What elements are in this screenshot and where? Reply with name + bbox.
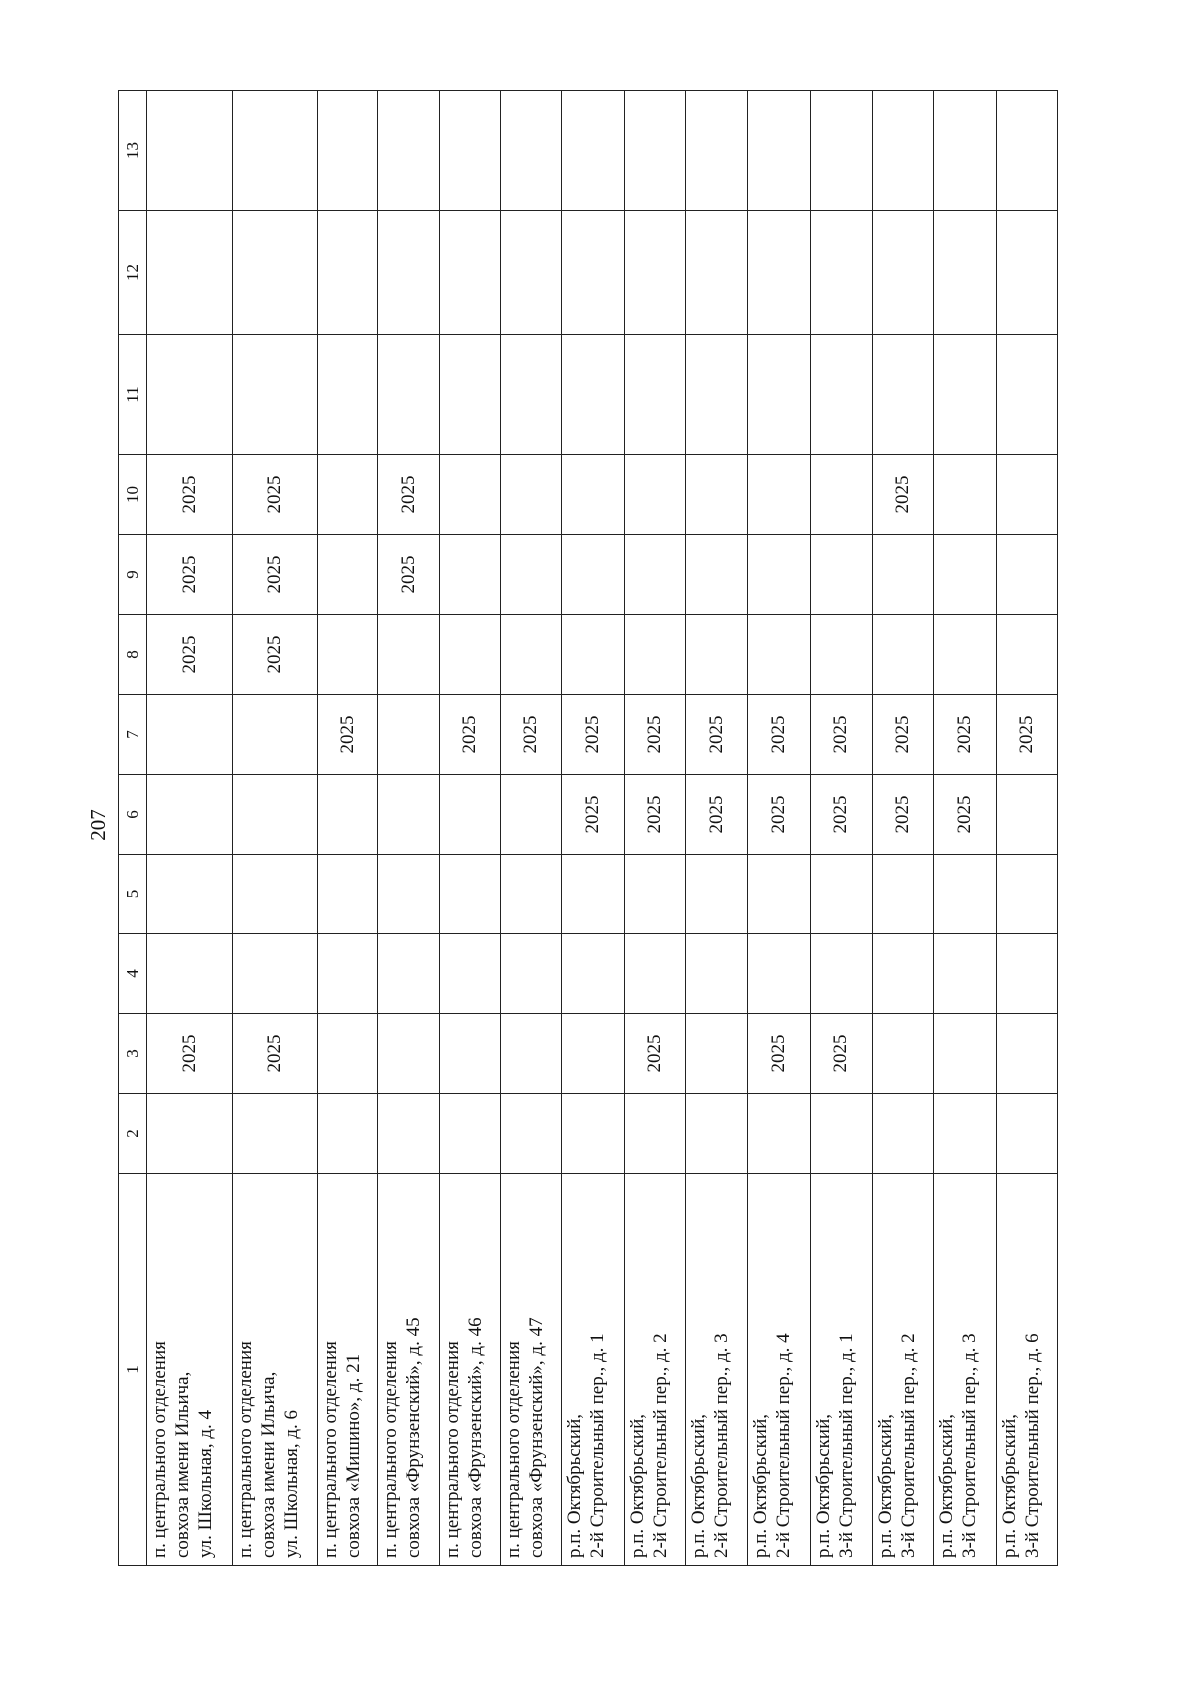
year-cell-col-7: 2025 [748, 695, 810, 775]
column-header-5: 5 [119, 855, 147, 934]
table-row [318, 91, 378, 1566]
year-cell-col-4 [377, 934, 439, 1014]
year-cell-col-2 [686, 1094, 748, 1174]
year-cell-col-6 [318, 775, 378, 855]
year-cell-col-7: 2025 [318, 695, 378, 775]
year-cell-col-4 [810, 934, 872, 1014]
table-row [147, 91, 233, 1566]
year-cell-col-4 [440, 934, 501, 1014]
address-cell [233, 1174, 318, 1566]
address-line: 3-й Строительный пер., д. 6 [1021, 1333, 1043, 1558]
year-cell-col-10 [810, 455, 872, 535]
year-cell-col-9 [686, 535, 748, 615]
year-cell-col-2 [996, 1094, 1057, 1174]
year-cell-col-8 [810, 615, 872, 695]
year-cell-col-12 [933, 211, 996, 335]
year-cell-col-3 [872, 1014, 933, 1094]
address-line: совхоза имени Ильича, [258, 1371, 280, 1558]
address-line: совхоза «Фрунзенский», д. 46 [465, 1317, 487, 1558]
year-cell-col-13 [625, 91, 686, 211]
year-cell-col-10 [440, 455, 501, 535]
year-cell-col-8: 2025 [147, 615, 233, 695]
table-row [625, 91, 686, 1566]
year-cell-col-7: 2025 [501, 695, 562, 775]
address-line: п. центрального отделения [320, 1341, 342, 1558]
address-line: р.п. Октябрьский, [935, 1414, 957, 1558]
address-cell [440, 1174, 501, 1566]
address-line: п. центрального отделения [149, 1341, 170, 1558]
year-cell-col-6 [233, 775, 318, 855]
year-cell-col-2 [748, 1094, 810, 1174]
address-cell [748, 1174, 810, 1566]
year-cell-col-11 [996, 335, 1057, 455]
year-cell-col-6: 2025 [748, 775, 810, 855]
year-cell-col-9 [748, 535, 810, 615]
year-cell-col-11 [233, 335, 318, 455]
year-cell-col-4 [147, 934, 233, 1014]
table-row [933, 91, 996, 1566]
address-line: 3-й Строительный пер., д. 2 [897, 1333, 919, 1558]
year-cell-col-6: 2025 [810, 775, 872, 855]
year-cell-col-4 [318, 934, 378, 1014]
year-cell-col-9 [562, 535, 625, 615]
year-cell-col-11 [686, 335, 748, 455]
year-cell-col-3 [933, 1014, 996, 1094]
year-cell-col-7 [377, 695, 439, 775]
year-cell-col-12 [686, 211, 748, 335]
column-header-8: 8 [119, 615, 147, 695]
year-cell-col-7: 2025 [872, 695, 933, 775]
year-cell-col-3 [377, 1014, 439, 1094]
year-cell-col-6: 2025 [625, 775, 686, 855]
year-cell-col-3 [562, 1014, 625, 1094]
year-cell-col-7: 2025 [933, 695, 996, 775]
year-cell-col-9: 2025 [233, 535, 318, 615]
address-cell [501, 1174, 562, 1566]
address-cell [377, 1174, 439, 1566]
address-cell [872, 1174, 933, 1566]
table-row [377, 91, 439, 1566]
year-cell-col-5 [748, 855, 810, 934]
year-cell-col-7 [233, 695, 318, 775]
year-cell-col-8 [686, 615, 748, 695]
year-cell-col-6: 2025 [686, 775, 748, 855]
year-cell-col-2 [233, 1094, 318, 1174]
column-header-11: 11 [119, 335, 147, 455]
year-cell-col-7: 2025 [562, 695, 625, 775]
year-cell-col-4 [625, 934, 686, 1014]
address-line: 2-й Строительный пер., д. 2 [650, 1333, 672, 1558]
address-line: р.п. Октябрьский, [998, 1414, 1020, 1558]
year-cell-col-11 [318, 335, 378, 455]
year-cell-col-10 [318, 455, 378, 535]
address-cell [933, 1174, 996, 1566]
year-cell-col-6: 2025 [933, 775, 996, 855]
year-cell-col-2 [147, 1094, 233, 1174]
table-row [996, 91, 1057, 1566]
year-cell-col-4 [686, 934, 748, 1014]
year-cell-col-13 [440, 91, 501, 211]
year-cell-col-13 [318, 91, 378, 211]
year-cell-col-11 [748, 335, 810, 455]
year-cell-col-6 [440, 775, 501, 855]
year-cell-col-9 [625, 535, 686, 615]
column-header-13: 13 [119, 91, 147, 211]
year-cell-col-13 [501, 91, 562, 211]
year-cell-col-5 [933, 855, 996, 934]
year-cell-col-8 [996, 615, 1057, 695]
column-header-12: 12 [119, 211, 147, 335]
address-line: р.п. Октябрьский, [688, 1414, 710, 1558]
year-cell-col-2 [377, 1094, 439, 1174]
year-cell-col-5 [996, 855, 1057, 934]
column-header-9: 9 [119, 535, 147, 615]
address-line: п. центрального отделения [503, 1341, 525, 1558]
year-cell-col-7: 2025 [996, 695, 1057, 775]
year-cell-col-9 [318, 535, 378, 615]
year-cell-col-4 [501, 934, 562, 1014]
year-cell-col-5 [147, 855, 233, 934]
year-cell-col-10 [686, 455, 748, 535]
year-cell-col-13 [748, 91, 810, 211]
year-cell-col-11 [933, 335, 996, 455]
year-cell-col-9 [810, 535, 872, 615]
table-row [872, 91, 933, 1566]
year-cell-col-3: 2025 [625, 1014, 686, 1094]
year-cell-col-5 [872, 855, 933, 934]
year-cell-col-9 [872, 535, 933, 615]
header-row [119, 91, 147, 1566]
year-cell-col-3 [501, 1014, 562, 1094]
year-cell-col-2 [872, 1094, 933, 1174]
year-cell-col-10: 2025 [233, 455, 318, 535]
address-line: совхоза имени Ильича, [172, 1371, 193, 1558]
year-cell-col-8 [377, 615, 439, 695]
address-line: 2-й Строительный пер., д. 1 [587, 1333, 609, 1558]
year-cell-col-12 [440, 211, 501, 335]
year-cell-col-10 [625, 455, 686, 535]
column-header-6: 6 [119, 775, 147, 855]
year-cell-col-8 [872, 615, 933, 695]
address-cell [996, 1174, 1057, 1566]
address-line: 2-й Строительный пер., д. 4 [773, 1333, 795, 1558]
year-cell-col-10 [562, 455, 625, 535]
year-cell-col-4 [933, 934, 996, 1014]
year-cell-col-7: 2025 [810, 695, 872, 775]
table-row [810, 91, 872, 1566]
year-cell-col-8: 2025 [233, 615, 318, 695]
year-cell-col-12 [810, 211, 872, 335]
address-line: совхоза «Мишино», д. 21 [343, 1353, 365, 1558]
address-line: п. центрального отделения [442, 1341, 464, 1558]
year-cell-col-8 [501, 615, 562, 695]
address-line: р.п. Октябрьский, [750, 1414, 772, 1558]
year-cell-col-2 [562, 1094, 625, 1174]
year-cell-col-7: 2025 [686, 695, 748, 775]
column-header-3: 3 [119, 1014, 147, 1094]
year-cell-col-8 [440, 615, 501, 695]
year-cell-col-8 [748, 615, 810, 695]
year-cell-col-6: 2025 [562, 775, 625, 855]
year-cell-col-3 [686, 1014, 748, 1094]
year-cell-col-10: 2025 [872, 455, 933, 535]
year-cell-col-12 [147, 211, 233, 335]
year-cell-col-8 [562, 615, 625, 695]
year-cell-col-12 [748, 211, 810, 335]
column-header-1: 1 [119, 1174, 147, 1566]
year-cell-col-11 [377, 335, 439, 455]
year-cell-col-11 [872, 335, 933, 455]
table-row [501, 91, 562, 1566]
year-cell-col-12 [233, 211, 318, 335]
year-cell-col-4 [996, 934, 1057, 1014]
year-cell-col-9 [933, 535, 996, 615]
year-cell-col-6 [377, 775, 439, 855]
address-cell [318, 1174, 378, 1566]
year-cell-col-5 [562, 855, 625, 934]
year-cell-col-10 [933, 455, 996, 535]
year-cell-col-10: 2025 [147, 455, 233, 535]
year-cell-col-6: 2025 [872, 775, 933, 855]
year-cell-col-9 [996, 535, 1057, 615]
year-cell-col-6 [996, 775, 1057, 855]
year-cell-col-11 [810, 335, 872, 455]
address-line: 2-й Строительный пер., д. 3 [711, 1333, 733, 1558]
table-row [562, 91, 625, 1566]
year-cell-col-9: 2025 [377, 535, 439, 615]
year-cell-col-5 [377, 855, 439, 934]
year-cell-col-6 [147, 775, 233, 855]
address-line: 3-й Строительный пер., д. 3 [958, 1333, 980, 1558]
year-cell-col-7: 2025 [625, 695, 686, 775]
year-cell-col-8 [933, 615, 996, 695]
year-cell-col-4 [562, 934, 625, 1014]
year-cell-col-3 [996, 1014, 1057, 1094]
column-header-2: 2 [119, 1094, 147, 1174]
year-cell-col-5 [233, 855, 318, 934]
year-cell-col-11 [562, 335, 625, 455]
year-cell-col-12 [501, 211, 562, 335]
year-cell-col-9: 2025 [147, 535, 233, 615]
address-line: р.п. Октябрьский, [564, 1414, 586, 1558]
address-line: п. центрального отделения [379, 1341, 401, 1558]
column-header-10: 10 [119, 455, 147, 535]
year-cell-col-3 [440, 1014, 501, 1094]
year-cell-col-2 [933, 1094, 996, 1174]
year-cell-col-11 [501, 335, 562, 455]
year-cell-col-10 [501, 455, 562, 535]
year-cell-col-5 [440, 855, 501, 934]
year-cell-col-3: 2025 [233, 1014, 318, 1094]
year-cell-col-2 [625, 1094, 686, 1174]
year-cell-col-8 [318, 615, 378, 695]
address-line: р.п. Октябрьский, [812, 1414, 834, 1558]
year-cell-col-11 [440, 335, 501, 455]
year-cell-col-4 [233, 934, 318, 1014]
year-cell-col-12 [625, 211, 686, 335]
year-cell-col-5 [625, 855, 686, 934]
page-number: 207 [85, 809, 110, 841]
year-cell-col-13 [872, 91, 933, 211]
year-cell-col-5 [810, 855, 872, 934]
year-cell-col-13 [996, 91, 1057, 211]
address-line: ул. Школьная, д. 4 [195, 1410, 216, 1558]
year-cell-col-12 [562, 211, 625, 335]
address-cell [810, 1174, 872, 1566]
year-cell-col-9 [440, 535, 501, 615]
year-cell-col-5 [686, 855, 748, 934]
year-cell-col-13 [377, 91, 439, 211]
address-cell [562, 1174, 625, 1566]
year-cell-col-13 [562, 91, 625, 211]
year-cell-col-13 [810, 91, 872, 211]
table-row [686, 91, 748, 1566]
address-line: совхоза «Фрунзенский», д. 45 [402, 1317, 424, 1558]
address-cell [147, 1174, 233, 1566]
year-cell-col-3: 2025 [748, 1014, 810, 1094]
address-cell [686, 1174, 748, 1566]
schedule-table [118, 90, 1058, 1566]
year-cell-col-9 [501, 535, 562, 615]
year-cell-col-10 [748, 455, 810, 535]
year-cell-col-2 [810, 1094, 872, 1174]
year-cell-col-12 [318, 211, 378, 335]
table-row [748, 91, 810, 1566]
address-line: ул. Школьная, д. 6 [281, 1410, 303, 1558]
year-cell-col-4 [748, 934, 810, 1014]
address-line: п. центрального отделения [235, 1341, 257, 1558]
rotated-table-container [118, 91, 1058, 1566]
year-cell-col-11 [147, 335, 233, 455]
year-cell-col-7: 2025 [440, 695, 501, 775]
year-cell-col-5 [501, 855, 562, 934]
year-cell-col-13 [147, 91, 233, 211]
year-cell-col-4 [872, 934, 933, 1014]
year-cell-col-2 [318, 1094, 378, 1174]
year-cell-col-7 [147, 695, 233, 775]
year-cell-col-12 [377, 211, 439, 335]
year-cell-col-13 [933, 91, 996, 211]
year-cell-col-2 [501, 1094, 562, 1174]
year-cell-col-3: 2025 [147, 1014, 233, 1094]
year-cell-col-10: 2025 [377, 455, 439, 535]
table-row [440, 91, 501, 1566]
year-cell-col-5 [318, 855, 378, 934]
year-cell-col-11 [625, 335, 686, 455]
column-header-4: 4 [119, 934, 147, 1014]
address-cell [625, 1174, 686, 1566]
year-cell-col-3 [318, 1014, 378, 1094]
year-cell-col-6 [501, 775, 562, 855]
year-cell-col-13 [233, 91, 318, 211]
table-row [233, 91, 318, 1566]
year-cell-col-3: 2025 [810, 1014, 872, 1094]
year-cell-col-13 [686, 91, 748, 211]
year-cell-col-12 [996, 211, 1057, 335]
column-header-7: 7 [119, 695, 147, 775]
address-line: 3-й Строительный пер., д. 1 [835, 1333, 857, 1558]
year-cell-col-8 [625, 615, 686, 695]
address-line: р.п. Октябрьский, [627, 1414, 649, 1558]
address-line: р.п. Октябрьский, [874, 1414, 896, 1558]
address-line: совхоза «Фрунзенский», д. 47 [526, 1317, 548, 1558]
year-cell-col-10 [996, 455, 1057, 535]
year-cell-col-12 [872, 211, 933, 335]
year-cell-col-2 [440, 1094, 501, 1174]
